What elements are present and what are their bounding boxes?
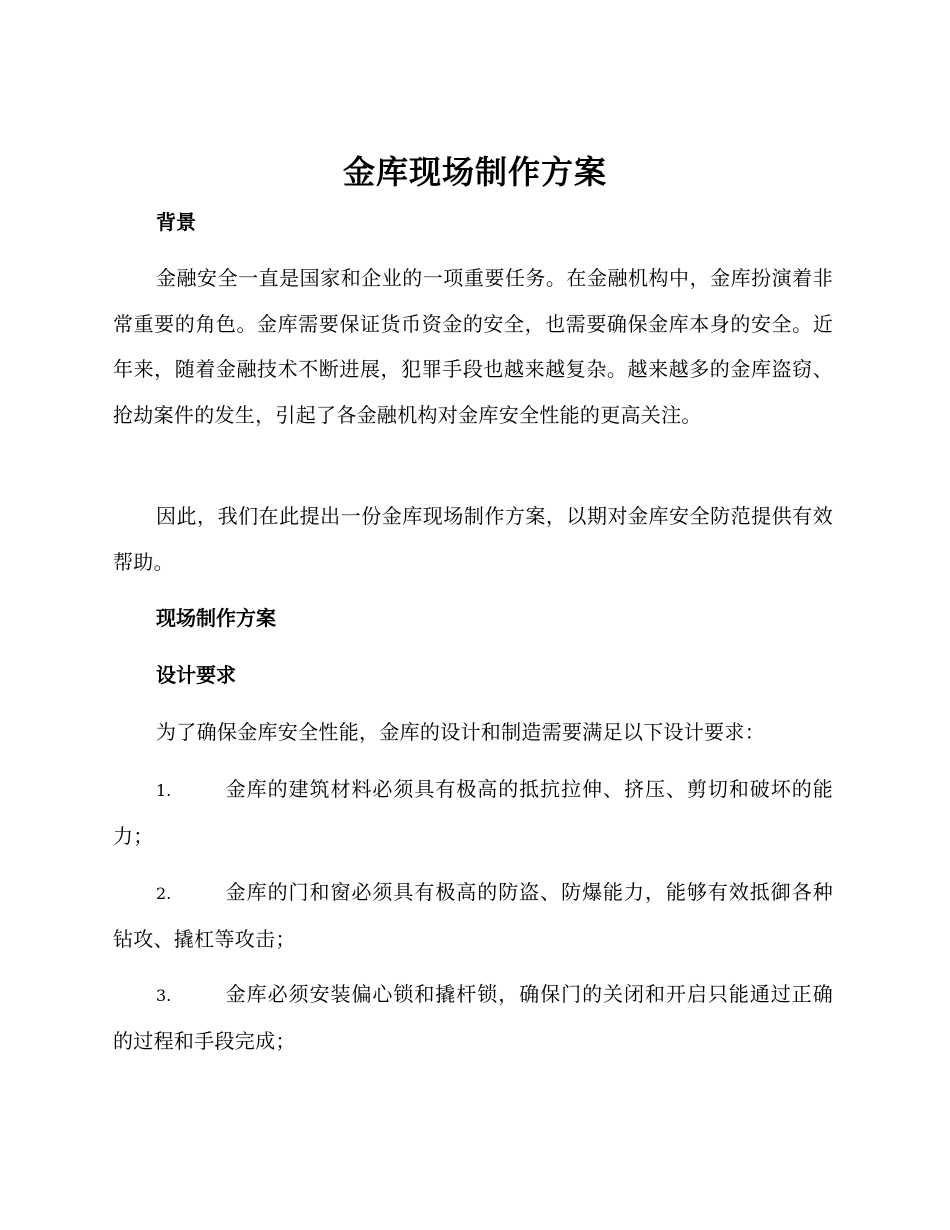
list-item-text: 金库的建筑材料必须具有极高的抵抗拉伸、挤压、剪切和破坏的能力； (113, 777, 833, 848)
section-heading-design: 设计要求 (156, 663, 236, 687)
requirement-item-3 (113, 972, 833, 1064)
list-number: 1. (156, 781, 172, 800)
document-title: 金库现场制作方案 (342, 153, 607, 191)
design-intro-paragraph: 为了确保金库安全性能，金库的设计和制造需要满足以下设计要求： (156, 720, 765, 744)
requirement-item-1 (113, 767, 833, 859)
list-item-text: 金库必须安装偏心锁和撬杆锁，确保门的关闭和开启只能通过正确的过程和手段完成； (113, 982, 833, 1053)
requirement-item-2 (113, 870, 833, 962)
list-number: 3. (156, 986, 172, 1005)
section-heading-background: 背景 (156, 210, 196, 234)
list-item-text: 金库的门和窗必须具有极高的防盗、防爆能力，能够有效抵御各种钻攻、撬杠等攻击； (113, 880, 833, 951)
background-paragraph-2: 因此，我们在此提出一份金库现场制作方案，以期对金库安全防范提供有效帮助。 (113, 504, 833, 574)
section-heading-plan: 现场制作方案 (156, 606, 276, 630)
list-number: 2. (156, 884, 172, 903)
background-paragraph-1: 金融安全一直是国家和企业的一项重要任务。在金融机构中，金库扮演着非常重要的角色。金库需要保证货币资金的安全，也需要确保金库本身的安全。近年来，随着金融技术不断进展，犯罪手段也越来越复杂。越来越多的金库盗窃、抢劫案件的发生，引起了各金融机构对金库安全性能的更高关注。 (113, 266, 833, 427)
